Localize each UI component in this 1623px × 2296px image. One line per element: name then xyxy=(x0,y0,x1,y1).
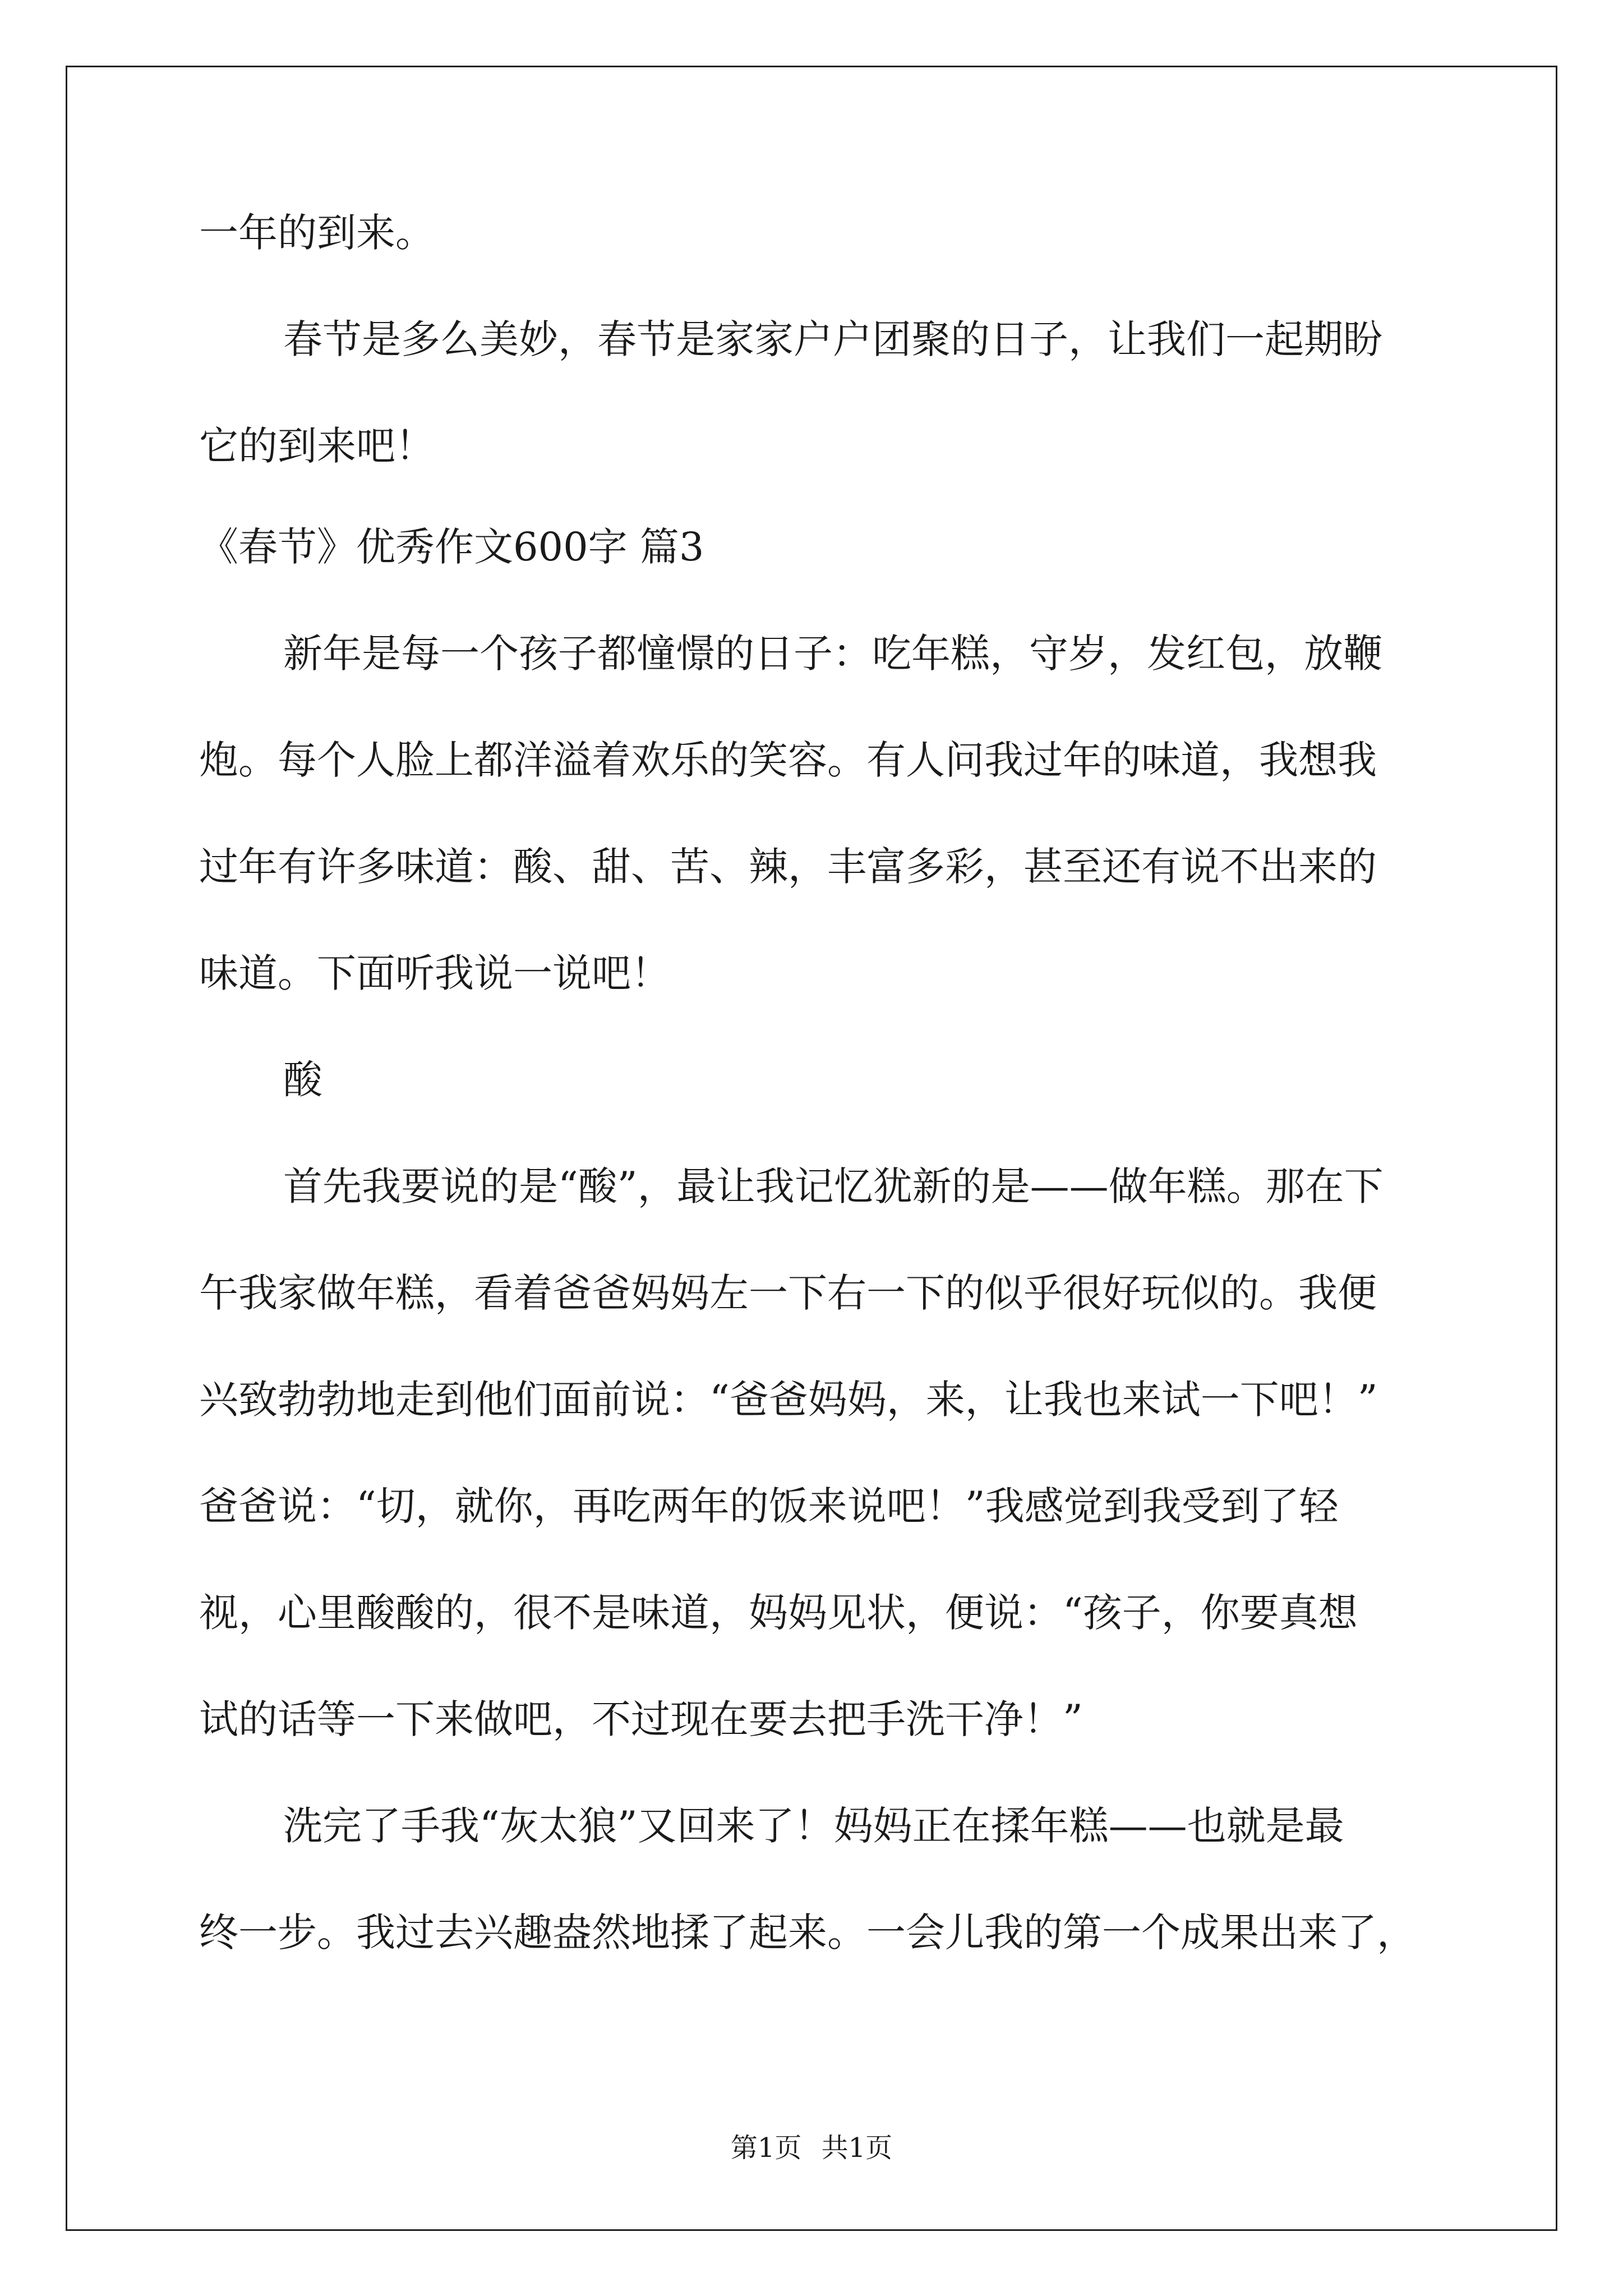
text-line-13: 爸爸说：“切，就你，再吃两年的饭来说吧！”我感觉到我受到了轻 xyxy=(199,1483,1339,1529)
page-border xyxy=(66,66,1557,2231)
text-line-10: 首先我要说的是“酸”，最让我记忆犹新的是——做年糕。那在下 xyxy=(283,1163,1384,1209)
text-line-12: 兴致勃勃地走到他们面前说：“爸爸妈妈，来，让我也来试一下吧！” xyxy=(199,1377,1378,1423)
text-line-1: 一年的到来。 xyxy=(199,210,435,256)
text-line-5: 新年是每一个孩子都憧憬的日子：吃年糕，守岁，发红包，放鞭 xyxy=(283,631,1382,677)
page-footer xyxy=(0,2126,1623,2165)
text-line-15: 试的话等一下来做吧，不过现在要去把手洗干净！” xyxy=(199,1696,1083,1742)
subheading-sour: 酸 xyxy=(283,1057,322,1103)
text-line-14: 视，心里酸酸的，很不是味道，妈妈见状，便说：“孩子，你要真想 xyxy=(199,1590,1358,1636)
page-number: 第1页 xyxy=(730,2132,802,2164)
section-heading: 《春节》优秀作文600字 篇3 xyxy=(199,524,704,570)
text-line-16: 洗完了手我“灰太狼”又回来了！妈妈正在揉年糕——也就是最 xyxy=(283,1803,1344,1849)
text-line-17: 终一步。我过去兴趣盎然地揉了起来。一会儿我的第一个成果出来了， xyxy=(199,1910,1416,1955)
text-line-3: 它的到来吧！ xyxy=(199,423,435,469)
text-line-7: 过年有许多味道：酸、甜、苦、辣，丰富多彩，甚至还有说不出来的 xyxy=(199,844,1377,890)
text-line-2: 春节是多么美妙，春节是家家户户团聚的日子，让我们一起期盼 xyxy=(283,316,1382,362)
text-line-6: 炮。每个人脸上都洋溢着欢乐的笑容。有人问我过年的味道，我想我 xyxy=(199,737,1377,783)
page-total: 共1页 xyxy=(821,2132,893,2164)
text-line-11: 午我家做年糕，看着爸爸妈妈左一下右一下的似乎很好玩似的。我便 xyxy=(199,1270,1377,1316)
text-line-8: 味道。下面听我说一说吧！ xyxy=(199,950,670,996)
